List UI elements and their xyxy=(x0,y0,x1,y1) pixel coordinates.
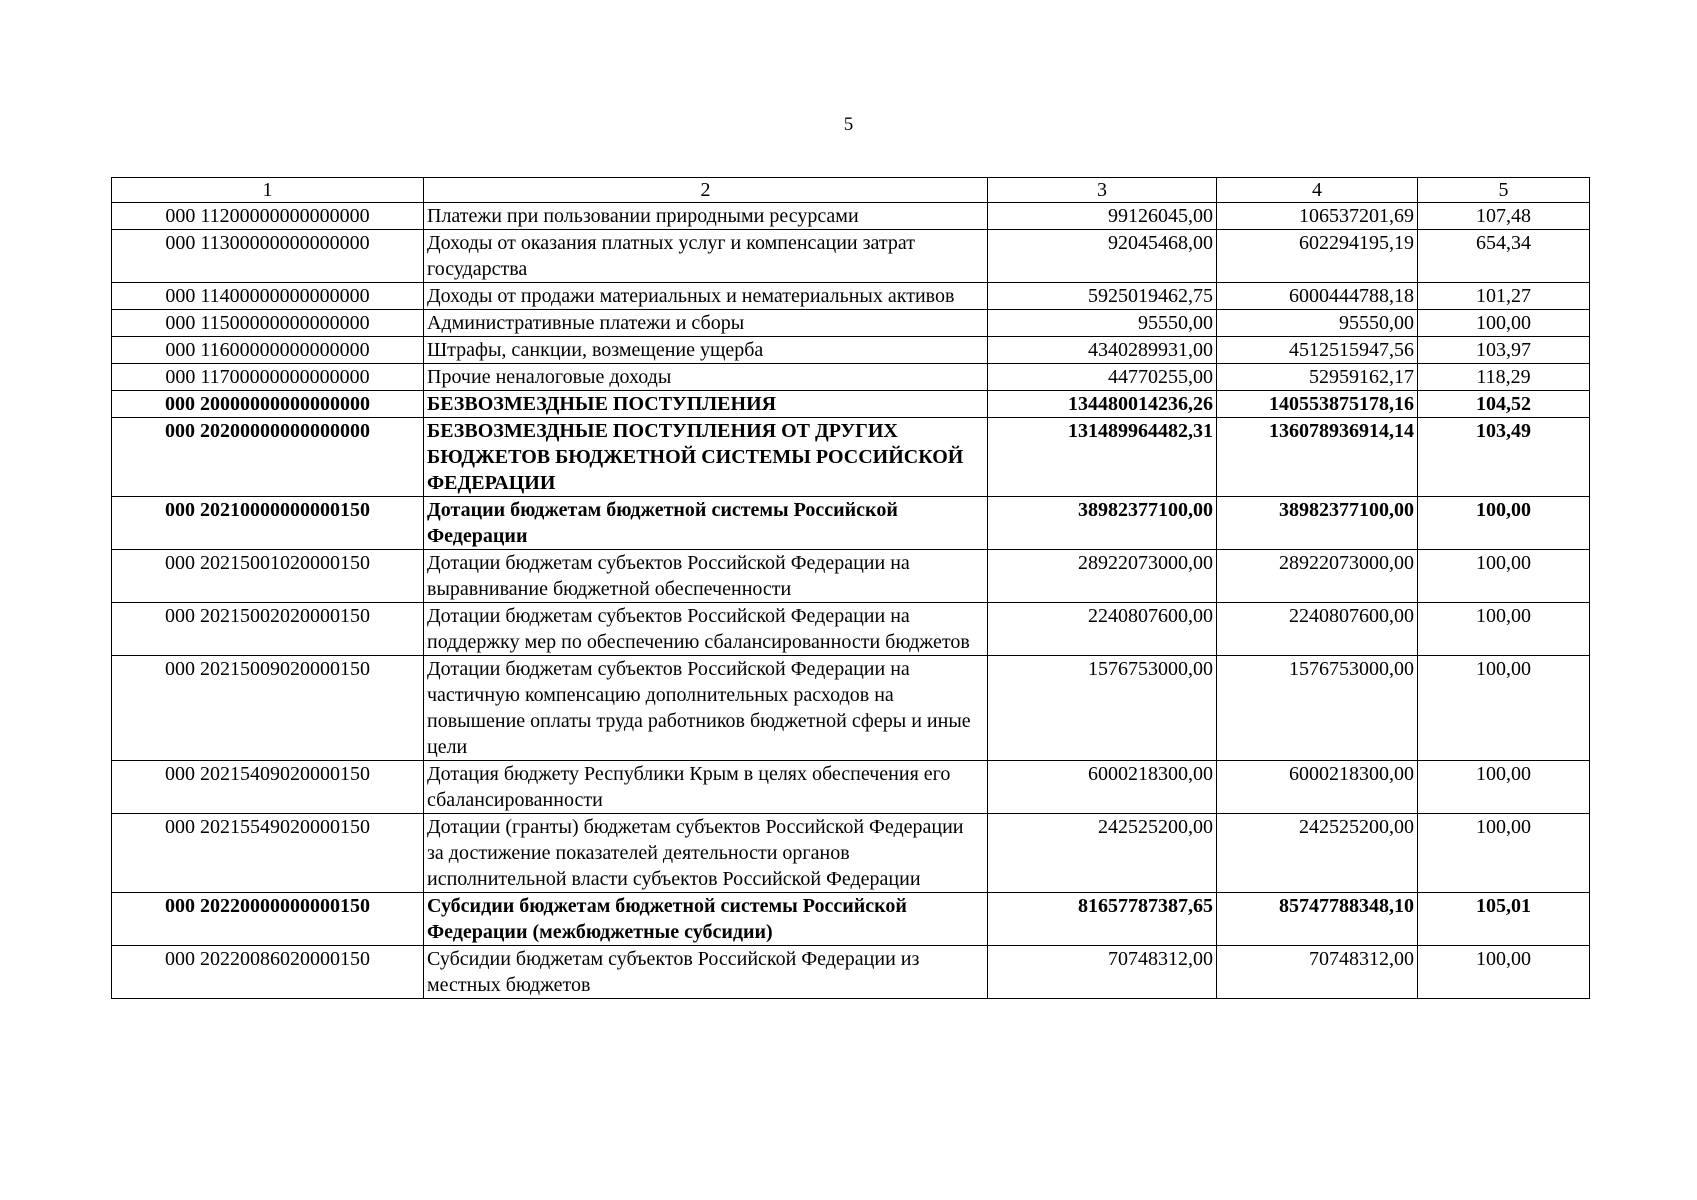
account-code-cell: 000 20210000000000150 xyxy=(112,497,424,550)
plan-amount-cell: 38982377100,00 xyxy=(988,497,1217,550)
actual-amount-cell: 136078936914,14 xyxy=(1217,418,1418,497)
plan-amount-cell: 99126045,00 xyxy=(988,203,1217,230)
table-row xyxy=(112,418,1590,497)
account-code-cell: 000 11200000000000000 xyxy=(112,203,424,230)
table-row xyxy=(112,497,1590,550)
account-code-cell: 000 11700000000000000 xyxy=(112,364,424,391)
account-code-cell: 000 20215409020000150 xyxy=(112,761,424,814)
plan-amount-cell: 1576753000,00 xyxy=(988,656,1217,761)
plan-amount-cell: 70748312,00 xyxy=(988,946,1217,999)
revenue-name-cell: Дотации бюджетам бюджетной системы Российской Федерации xyxy=(424,497,988,550)
table-row xyxy=(112,364,1590,391)
column-header-5: 5 xyxy=(1418,178,1590,203)
revenue-name-cell: Доходы от продажи материальных и нематериальных активов xyxy=(424,283,988,310)
actual-amount-cell: 2240807600,00 xyxy=(1217,603,1418,656)
revenue-name-cell: Субсидии бюджетам субъектов Российской Федерации из местных бюджетов xyxy=(424,946,988,999)
table-row xyxy=(112,656,1590,761)
account-code-cell: 000 20215002020000150 xyxy=(112,603,424,656)
actual-amount-cell: 6000444788,18 xyxy=(1217,283,1418,310)
actual-amount-cell: 242525200,00 xyxy=(1217,814,1418,893)
percent-cell: 101,27 xyxy=(1418,283,1590,310)
revenue-name-cell: БЕЗВОЗМЕЗДНЫЕ ПОСТУПЛЕНИЯ ОТ ДРУГИХ БЮДЖЕТОВ БЮДЖЕТНОЙ СИСТЕМЫ РОССИЙСКОЙ ФЕДЕРАЦИИ xyxy=(424,418,988,497)
account-code-cell: 000 11500000000000000 xyxy=(112,310,424,337)
table-row xyxy=(112,893,1590,946)
page-number: 5 xyxy=(843,114,854,135)
column-header-1: 1 xyxy=(112,178,424,203)
table-row xyxy=(112,814,1590,893)
account-code-cell: 000 20215549020000150 xyxy=(112,814,424,893)
plan-amount-cell: 81657787387,65 xyxy=(988,893,1217,946)
percent-cell: 100,00 xyxy=(1418,656,1590,761)
column-header-4: 4 xyxy=(1217,178,1418,203)
revenue-name-cell: Дотации бюджетам субъектов Российской Федерации на поддержку мер по обеспечению сбалансированности бюджетов xyxy=(424,603,988,656)
plan-amount-cell: 28922073000,00 xyxy=(988,550,1217,603)
actual-amount-cell: 38982377100,00 xyxy=(1217,497,1418,550)
revenue-name-cell: Штрафы, санкции, возмещение ущерба xyxy=(424,337,988,364)
revenue-name-cell: Административные платежи и сборы xyxy=(424,310,988,337)
table-body xyxy=(112,203,1590,999)
percent-cell: 107,48 xyxy=(1418,203,1590,230)
plan-amount-cell: 2240807600,00 xyxy=(988,603,1217,656)
percent-cell: 104,52 xyxy=(1418,391,1590,418)
table-row xyxy=(112,391,1590,418)
plan-amount-cell: 6000218300,00 xyxy=(988,761,1217,814)
revenue-name-cell: Доходы от оказания платных услуг и компенсации затрат государства xyxy=(424,230,988,283)
plan-amount-cell: 95550,00 xyxy=(988,310,1217,337)
column-header-2: 2 xyxy=(424,178,988,203)
revenue-name-cell: Дотации бюджетам субъектов Российской Федерации на выравнивание бюджетной обеспеченности xyxy=(424,550,988,603)
actual-amount-cell: 6000218300,00 xyxy=(1217,761,1418,814)
account-code-cell: 000 11600000000000000 xyxy=(112,337,424,364)
actual-amount-cell: 85747788348,10 xyxy=(1217,893,1418,946)
plan-amount-cell: 242525200,00 xyxy=(988,814,1217,893)
percent-cell: 105,01 xyxy=(1418,893,1590,946)
revenue-name-cell: Дотация бюджету Республики Крым в целях обеспечения его сбалансированности xyxy=(424,761,988,814)
revenue-name-cell: Дотации (гранты) бюджетам субъектов Российской Федерации за достижение показателей деятельности органов исполнительной власти субъектов Российской Федерации xyxy=(424,814,988,893)
revenue-name-cell: Платежи при пользовании природными ресурсами xyxy=(424,203,988,230)
table-row xyxy=(112,310,1590,337)
revenue-name-cell: Дотации бюджетам субъектов Российской Федерации на частичную компенсацию дополнительных расходов на повышение оплаты труда работников бюджетной сферы и иные цели xyxy=(424,656,988,761)
actual-amount-cell: 28922073000,00 xyxy=(1217,550,1418,603)
plan-amount-cell: 5925019462,75 xyxy=(988,283,1217,310)
revenue-name-cell: Субсидии бюджетам бюджетной системы Российской Федерации (межбюджетные субсидии) xyxy=(424,893,988,946)
account-code-cell: 000 11300000000000000 xyxy=(112,230,424,283)
account-code-cell: 000 11400000000000000 xyxy=(112,283,424,310)
percent-cell: 654,34 xyxy=(1418,230,1590,283)
revenue-name-cell: БЕЗВОЗМЕЗДНЫЕ ПОСТУПЛЕНИЯ xyxy=(424,391,988,418)
percent-cell: 100,00 xyxy=(1418,814,1590,893)
actual-amount-cell: 1576753000,00 xyxy=(1217,656,1418,761)
actual-amount-cell: 95550,00 xyxy=(1217,310,1418,337)
account-code-cell: 000 20220000000000150 xyxy=(112,893,424,946)
actual-amount-cell: 52959162,17 xyxy=(1217,364,1418,391)
plan-amount-cell: 4340289931,00 xyxy=(988,337,1217,364)
account-code-cell: 000 20220086020000150 xyxy=(112,946,424,999)
account-code-cell: 000 20000000000000000 xyxy=(112,391,424,418)
account-code-cell: 000 20215001020000150 xyxy=(112,550,424,603)
actual-amount-cell: 70748312,00 xyxy=(1217,946,1418,999)
actual-amount-cell: 106537201,69 xyxy=(1217,203,1418,230)
table-header-row xyxy=(112,178,1590,203)
percent-cell: 100,00 xyxy=(1418,550,1590,603)
percent-cell: 100,00 xyxy=(1418,946,1590,999)
table-row xyxy=(112,946,1590,999)
plan-amount-cell: 92045468,00 xyxy=(988,230,1217,283)
percent-cell: 118,29 xyxy=(1418,364,1590,391)
revenue-name-cell: Прочие неналоговые доходы xyxy=(424,364,988,391)
account-code-cell: 000 20215009020000150 xyxy=(112,656,424,761)
percent-cell: 103,49 xyxy=(1418,418,1590,497)
percent-cell: 100,00 xyxy=(1418,497,1590,550)
percent-cell: 100,00 xyxy=(1418,310,1590,337)
table-row xyxy=(112,283,1590,310)
table-row xyxy=(112,603,1590,656)
plan-amount-cell: 134480014236,26 xyxy=(988,391,1217,418)
table-row xyxy=(112,337,1590,364)
account-code-cell: 000 20200000000000000 xyxy=(112,418,424,497)
actual-amount-cell: 140553875178,16 xyxy=(1217,391,1418,418)
budget-revenue-table xyxy=(111,177,1590,999)
plan-amount-cell: 131489964482,31 xyxy=(988,418,1217,497)
actual-amount-cell: 602294195,19 xyxy=(1217,230,1418,283)
percent-cell: 103,97 xyxy=(1418,337,1590,364)
table-row xyxy=(112,230,1590,283)
column-header-3: 3 xyxy=(988,178,1217,203)
table-row xyxy=(112,550,1590,603)
actual-amount-cell: 4512515947,56 xyxy=(1217,337,1418,364)
table-row xyxy=(112,761,1590,814)
table-row xyxy=(112,203,1590,230)
percent-cell: 100,00 xyxy=(1418,603,1590,656)
plan-amount-cell: 44770255,00 xyxy=(988,364,1217,391)
percent-cell: 100,00 xyxy=(1418,761,1590,814)
